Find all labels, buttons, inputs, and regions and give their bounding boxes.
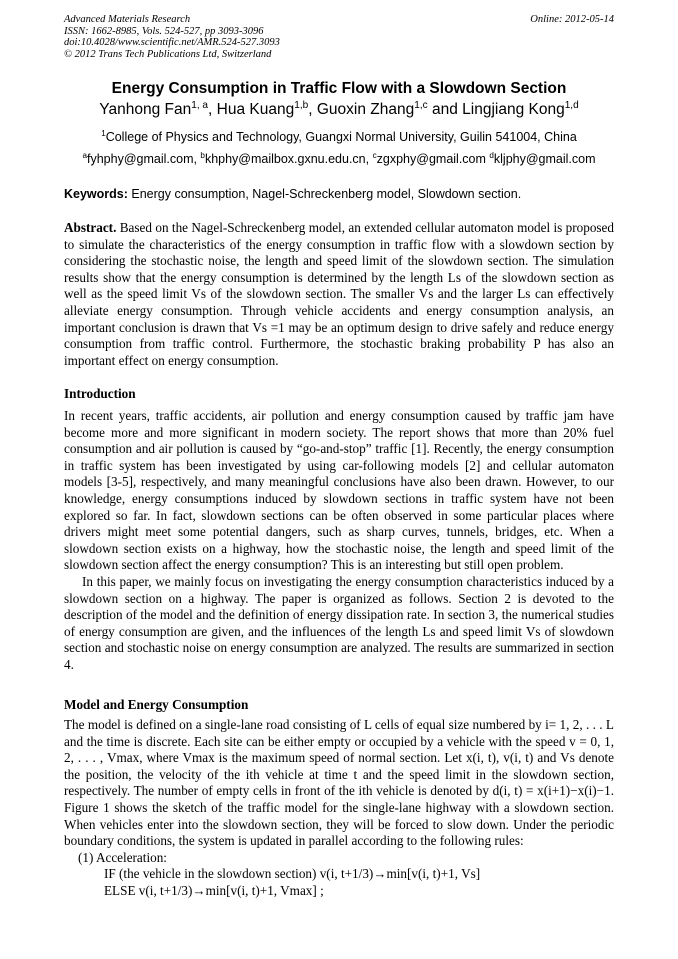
email-sup: a bbox=[82, 151, 87, 160]
journal-name: Advanced Materials Research bbox=[64, 14, 191, 25]
author-sup: 1,d bbox=[564, 100, 579, 111]
email-sup: b bbox=[200, 151, 205, 160]
author: Hua Kuang bbox=[216, 101, 295, 119]
email[interactable]: fyhphy@gmail.com, bbox=[87, 152, 201, 167]
affiliation-sup: 1 bbox=[101, 129, 106, 138]
email[interactable]: kljphy@gmail.com bbox=[493, 152, 596, 167]
author: Lingjiang Kong bbox=[462, 101, 565, 119]
abstract-label: Abstract. bbox=[64, 220, 117, 235]
separator: and bbox=[427, 101, 463, 119]
paragraph: The model is defined on a single-lane road consisting of L cells of equal size numbered by i= 1, 2, . . . L and the time is discrete. Each site can be either empty or occupied by a vehicle with the speed v = 0, 1, 2, . . . , Vmax, where Vmax is the maximum speed of normal section. Let x(i, t), v(i, t) and Vs denote the position, the velocity of the ith vehicle at time t and the speed limit in the slowdown section, respectively. The number of empty cells in front of the ith vehicle is denoted by d(i, t) = x(i+1)−x(i)−1. Figure 1 shows the sketch of the traffic model for the single-lane highway with a slowdown section. When vehicles enter into the slowdown section, they will be forced to slow down. Under the periodic boundary conditions, the system is updated in parallel according to the following rules: bbox=[64, 717, 614, 849]
paragraph: In this paper, we mainly focus on investigating the energy consumption characteristics induced by a slowdown section on a highway. The paper is organized as follows. Section 2 is devoted to the description of the model and the definition of energy dissipation rate. In section 3, the numerical studies of energy consumption are given, and the influences of the length Ls and speed limit Vs of slowdown section and stochastic noise on energy consumption are analyzed. The results are summarized in section 4. bbox=[64, 573, 614, 672]
rule-line: IF (the vehicle in the slowdown section) v(i, t+1/3)→min[v(i, t)+1, Vs] bbox=[104, 866, 481, 882]
author-sup: 1,b bbox=[294, 100, 309, 111]
email-list bbox=[0, 151, 678, 166]
affiliation-text: College of Physics and Technology, Guangxi Normal University, Guilin 541004, China bbox=[105, 130, 577, 145]
keywords-text: Energy consumption, Nagel-Schreckenberg model, Slowdown section. bbox=[127, 187, 522, 201]
doi: doi:10.4028/www.scientific.net/AMR.524-527.3093 bbox=[64, 37, 280, 48]
copyright: © 2012 Trans Tech Publications Ltd, Switzerland bbox=[64, 48, 272, 60]
author: Guoxin Zhang bbox=[316, 101, 415, 119]
email-sup: d bbox=[489, 151, 494, 160]
email-sup: c bbox=[372, 151, 377, 160]
section-heading-introduction: Introduction bbox=[64, 386, 136, 401]
abstract bbox=[64, 220, 614, 369]
online-date: Online: 2012-05-14 bbox=[530, 14, 614, 25]
rule-line: ELSE v(i, t+1/3)→min[v(i, t)+1, Vmax] ; bbox=[104, 882, 324, 898]
author-list bbox=[0, 100, 678, 119]
author-sup: 1, a bbox=[191, 100, 209, 111]
keywords-label: Keywords: bbox=[64, 187, 128, 201]
separator: , bbox=[208, 101, 217, 119]
issn: ISSN: 1662-8985, Vols. 524-527, pp 3093-3096 bbox=[64, 25, 264, 37]
separator: , bbox=[308, 101, 317, 119]
paragraph: In recent years, traffic accidents, air pollution and energy consumption caused by traffic jam have become more and more significant in modern society. The report shows that more than 20% fuel consumption and air pollution is caused by “go-and-stop” traffic [1]. Recently, the energy consumption in traffic system has been investigated by using car-following models [2] and cellular automaton models [3-5], respectively, and many meaningful conclusions have also been drawn. However, to our knowledge, energy consumptions induced by slowdown sections in traffic system have not been explored so far. In fact, slowdown sections can be often observed in some particular places where drivers might meet some potential dangers, such as sharp curves, tunnels, bridges, etc. When a slowdown section exists on a highway, how the stochastic noise, the length and speed limit of the slowdown section affect the energy consumption? This is an interesting but still open problem. bbox=[64, 408, 614, 573]
email[interactable]: khphy@mailbox.gxnu.edu.cn, bbox=[204, 152, 373, 167]
keywords bbox=[64, 186, 614, 203]
author: Yanhong Fan bbox=[99, 101, 192, 119]
model-body bbox=[64, 717, 614, 900]
section-heading-model: Model and Energy Consumption bbox=[64, 697, 249, 712]
email[interactable]: zgxphy@gmail.com bbox=[376, 152, 490, 167]
journal-header bbox=[64, 14, 614, 60]
rule-heading: (1) Acceleration: bbox=[78, 849, 167, 865]
introduction-body bbox=[64, 408, 614, 674]
paper-title: Energy Consumption in Traffic Flow with a Slowdown Section bbox=[111, 80, 567, 97]
affiliation bbox=[0, 129, 678, 144]
author-sup: 1,c bbox=[414, 100, 428, 111]
abstract-text: Based on the Nagel-Schreckenberg model, an extended cellular automaton model is proposed to simulate the characteristics of the energy consumption in traffic flow with a slowdown section by considering the stochastic noise, the length and speed limit of the slowdown section. The simulation results show that the energy consumption is determined by the length Ls of the slowdown section as well as the speed limit Vs of the slowdown section. The smaller Vs and the larger Ls can effectively alleviate energy consumption. Through vehicle accidents and energy consumption analysis, an important conclusion is drawn that Vs =1 may be an optimum design to drive safely and reduce energy consumption from traffic control. Furthermore, the stochastic braking probability P has also an important effect on energy consumption. bbox=[64, 220, 614, 368]
